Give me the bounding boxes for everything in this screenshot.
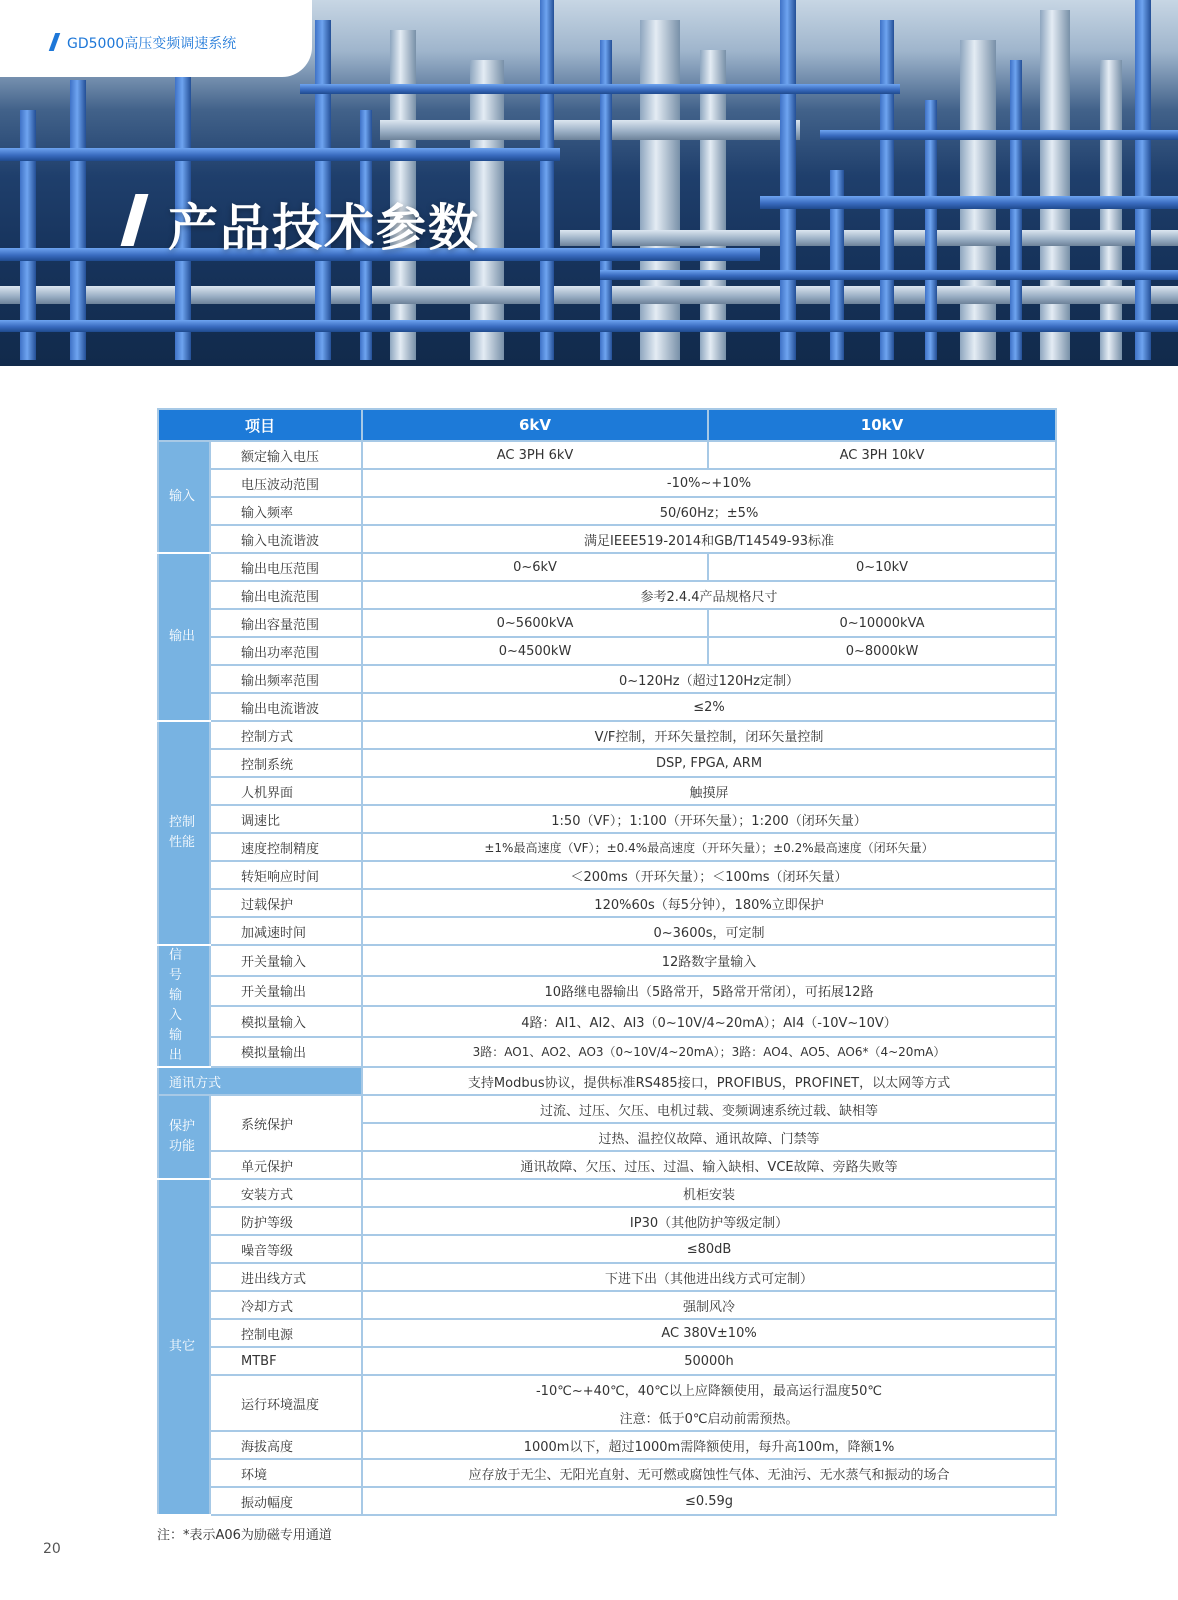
table-row: [158, 1291, 1056, 1319]
row-item: 开关量输入: [210, 945, 362, 976]
row-value-10kv: 0~10kV: [708, 553, 1056, 581]
row-value-note: 注意：低于0℃启动前需预热。: [362, 1403, 1056, 1431]
table-header-row: [158, 409, 1056, 441]
table-row: [158, 441, 1056, 469]
row-value: 0~120Hz（超过120Hz定制）: [362, 665, 1056, 693]
group-label-control-text: 控制性能: [169, 815, 196, 850]
row-item: 控制方式: [210, 721, 362, 749]
table-row: [158, 665, 1056, 693]
row-item: 振动幅度: [210, 1487, 362, 1515]
table-row: [158, 833, 1056, 861]
row-item: 运行环境温度: [210, 1375, 362, 1431]
row-value: 50000h: [362, 1347, 1056, 1375]
page-title: 产品技术参数: [168, 199, 480, 257]
table-row: [158, 1487, 1056, 1515]
table-row: [158, 581, 1056, 609]
row-item: 模拟量输入: [210, 1006, 362, 1037]
row-item: 冷却方式: [210, 1291, 362, 1319]
table-row: [158, 976, 1056, 1007]
row-value: 满足IEEE519-2014和GB/T14549-93标准: [362, 525, 1056, 553]
row-value-6kv: 0~5600kVA: [362, 609, 708, 637]
row-item: 输出频率范围: [210, 665, 362, 693]
table-row: [158, 1207, 1056, 1235]
row-value: 下进下出（其他进出线方式可定制）: [362, 1263, 1056, 1291]
row-value: 50/60Hz；±5%: [362, 497, 1056, 525]
row-value: 通讯故障、欠压、过压、过温、输入缺相、VCE故障、旁路失败等: [362, 1151, 1056, 1179]
table-row: [158, 1037, 1056, 1068]
row-item: 加减速时间: [210, 917, 362, 945]
table-row: [158, 749, 1056, 777]
row-value: 12路数字量输入: [362, 945, 1056, 976]
group-label-control: [158, 721, 210, 945]
row-value: 3路：AO1、AO2、AO3（0~10V/4~20mA）；3路：AO4、AO5、AO6*（4~20mA）: [362, 1037, 1056, 1068]
row-value: 参考2.4.4产品规格尺寸: [362, 581, 1056, 609]
row-item: 输出电流范围: [210, 581, 362, 609]
table-row: [158, 469, 1056, 497]
row-value: V/F控制，开环矢量控制，闭环矢量控制: [362, 721, 1056, 749]
row-item: 模拟量输出: [210, 1037, 362, 1068]
row-item: 噪音等级: [210, 1235, 362, 1263]
row-item: 海拔高度: [210, 1431, 362, 1459]
group-label-output: 输出: [158, 553, 210, 721]
row-item: 开关量输出: [210, 976, 362, 1007]
row-value: 0~3600s，可定制: [362, 917, 1056, 945]
table-row: [158, 637, 1056, 665]
row-value: 触摸屏: [362, 777, 1056, 805]
group-label-other: 其它: [158, 1179, 210, 1515]
group-label-protection: [158, 1095, 210, 1179]
table-row: [158, 861, 1056, 889]
row-value: -10%~+10%: [362, 469, 1056, 497]
row-item: 人机界面: [210, 777, 362, 805]
row-item: 安装方式: [210, 1179, 362, 1207]
row-item: 输出功率范围: [210, 637, 362, 665]
row-value: 支持Modbus协议，提供标准RS485接口，PROFIBUS，PROFINET，以太网等方式: [362, 1067, 1056, 1095]
spec-table: [157, 408, 1057, 1516]
row-value: 120%60s（每5分钟），180%立即保护: [362, 889, 1056, 917]
row-value: 过热、温控仪故障、通讯故障、门禁等: [362, 1123, 1056, 1151]
row-item: 输出电流谐波: [210, 693, 362, 721]
row-value: ≤80dB: [362, 1235, 1056, 1263]
column-header-10kv: 10kV: [708, 409, 1056, 441]
row-value: ＜200ms（开环矢量）；＜100ms（闭环矢量）: [362, 861, 1056, 889]
row-value: 10路继电器输出（5路常开，5路常开常闭），可拓展12路: [362, 976, 1056, 1007]
row-value: 过流、过压、欠压、电机过载、变频调速系统过载、缺相等: [362, 1095, 1056, 1123]
footnote: 注：*表示A06为励磁专用通道: [157, 1528, 332, 1543]
row-item: 环境: [210, 1459, 362, 1487]
row-value-10kv: 0~10000kVA: [708, 609, 1056, 637]
row-value-6kv: 0~6kV: [362, 553, 708, 581]
row-item: 输出电压范围: [210, 553, 362, 581]
row-item: 调速比: [210, 805, 362, 833]
table-row: [158, 721, 1056, 749]
table-row: [158, 1235, 1056, 1263]
group-label-comm: 通讯方式: [158, 1067, 362, 1095]
group-label-signal-io-text: 信号输入输出: [169, 948, 183, 1063]
row-value: AC 380V±10%: [362, 1319, 1056, 1347]
row-value: ±1%最高速度（VF）；±0.4%最高速度（开环矢量）；±0.2%最高速度（闭环矢量）: [362, 833, 1056, 861]
row-value: 机柜安装: [362, 1179, 1056, 1207]
row-value: IP30（其他防护等级定制）: [362, 1207, 1056, 1235]
group-label-input: 输入: [158, 441, 210, 553]
row-item: 控制电源: [210, 1319, 362, 1347]
row-value: -10℃~+40℃，40℃以上应降额使用，最高运行温度50℃: [362, 1375, 1056, 1403]
row-item: 控制系统: [210, 749, 362, 777]
table-row: [158, 917, 1056, 945]
column-header-6kv: 6kV: [362, 409, 708, 441]
table-row: [158, 1347, 1056, 1375]
row-item: 额定输入电压: [210, 441, 362, 469]
row-item: 过载保护: [210, 889, 362, 917]
table-row: [158, 1179, 1056, 1207]
table-row: [158, 1095, 1056, 1123]
row-value-10kv: AC 3PH 10kV: [708, 441, 1056, 469]
section-tab-label: GD5000高压变频调速系统: [67, 36, 237, 52]
row-item: 输入电流谐波: [210, 525, 362, 553]
table-row: [158, 1319, 1056, 1347]
table-row: [158, 945, 1056, 976]
row-value: 1000m以下，超过1000m需降额使用，每升高100m，降额1%: [362, 1431, 1056, 1459]
row-value-6kv: AC 3PH 6kV: [362, 441, 708, 469]
table-row: [158, 497, 1056, 525]
table-row: [158, 525, 1056, 553]
row-item: MTBF: [210, 1347, 362, 1375]
row-value-10kv: 0~8000kW: [708, 637, 1056, 665]
table-row: [158, 889, 1056, 917]
row-item: 进出线方式: [210, 1263, 362, 1291]
group-label-protection-text: 保护功能: [169, 1119, 196, 1154]
row-value: DSP, FPGA, ARM: [362, 749, 1056, 777]
table-row: [158, 1459, 1056, 1487]
row-item: 输入频率: [210, 497, 362, 525]
group-label-signal-io: [158, 945, 210, 1067]
row-value: ≤0.59g: [362, 1487, 1056, 1515]
page-number: 20: [43, 1541, 61, 1557]
row-value-6kv: 0~4500kW: [362, 637, 708, 665]
table-row: [158, 1263, 1056, 1291]
row-item: 电压波动范围: [210, 469, 362, 497]
title-slash-mark: [121, 194, 149, 246]
row-value: 应存放于无尘、无阳光直射、无可燃或腐蚀性气体、无油污、无水蒸气和振动的场合: [362, 1459, 1056, 1487]
column-header-item: 项目: [158, 409, 362, 441]
table-row: [158, 1067, 1056, 1095]
table-row: [158, 805, 1056, 833]
row-value: 1:50（VF）；1:100（开环矢量）；1:200（闭环矢量）: [362, 805, 1056, 833]
row-item: 防护等级: [210, 1207, 362, 1235]
row-item: 单元保护: [210, 1151, 362, 1179]
table-row: [158, 1431, 1056, 1459]
table-row: [158, 777, 1056, 805]
table-row: [158, 553, 1056, 581]
hero-banner: [0, 0, 1178, 366]
table-row: [158, 609, 1056, 637]
table-row: [158, 1151, 1056, 1179]
row-item: 速度控制精度: [210, 833, 362, 861]
table-row: [158, 1006, 1056, 1037]
table-row: [158, 693, 1056, 721]
row-value: 4路：AI1、AI2、AI3（0~10V/4~20mA）；AI4（-10V~10V）: [362, 1006, 1056, 1037]
row-value: ≤2%: [362, 693, 1056, 721]
row-item: 系统保护: [210, 1095, 362, 1151]
table-row: [158, 1375, 1056, 1403]
row-item: 转矩响应时间: [210, 861, 362, 889]
row-value: 强制风冷: [362, 1291, 1056, 1319]
row-item: 输出容量范围: [210, 609, 362, 637]
